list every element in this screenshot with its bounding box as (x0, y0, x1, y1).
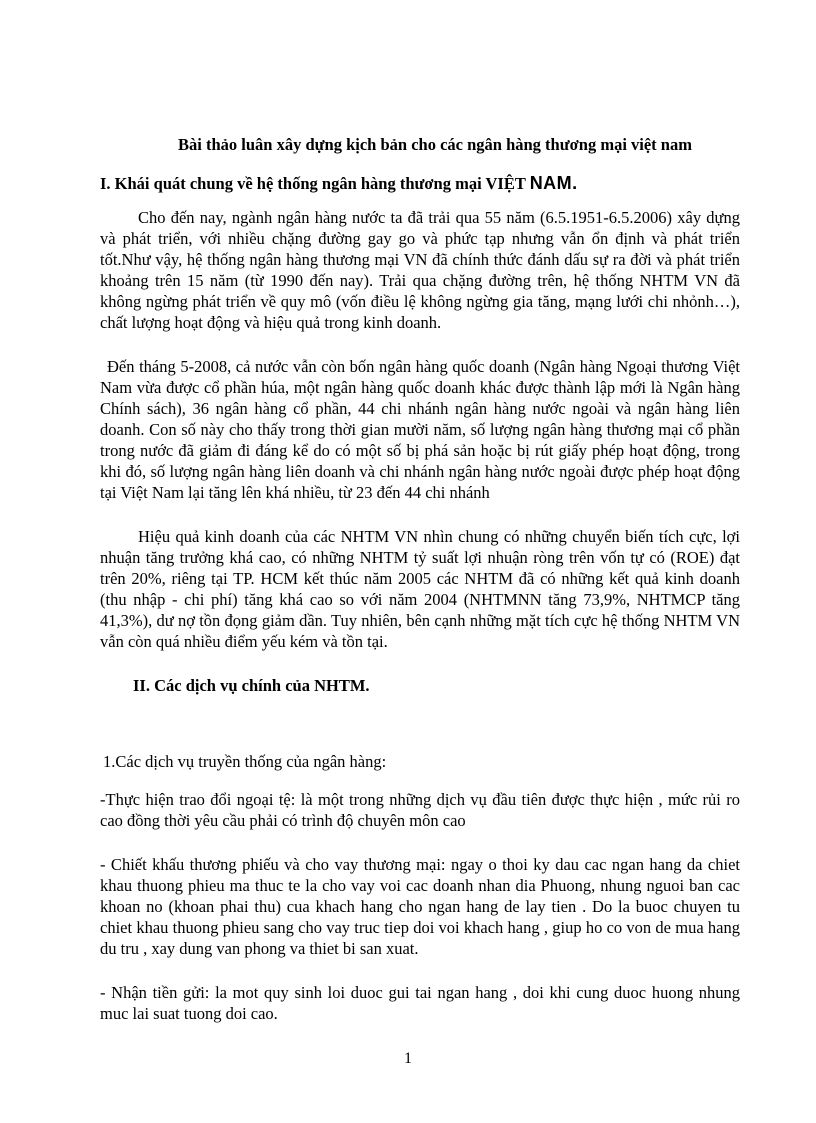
section-heading-2: II. Các dịch vụ chính của NHTM. (133, 676, 370, 695)
list-item-deposits: - Nhận tiền gửi: la mot quy sinh loi duoc gui tai ngan hang , doi khi cung duoc huong nhung muc lai suat tuong doi cao. (100, 983, 740, 1023)
paragraph-overview-2: Đến tháng 5-2008, cả nước vẫn còn bốn ngân hàng quốc doanh (Ngân hàng Ngoại thương Việt Nam vừa được cổ phần húa, một ngân hàng quốc doanh khác được thành lập mới là Ngân hàng Chính sách), 36 ngân hàng cổ phần, 44 chi nhánh ngân hàng nước ngoài và ngân hàng liên doanh. Con số này cho thấy trong thời gian mười năm, số lượng ngân hàng thương mại cổ phần trong nước đã giảm đi đáng kể do có một số bị phá sản hoặc bị rút giấy phép hoạt động, trong khi đó, số lượng ngân hàng liên doanh và chi nhánh ngân hàng nước ngoài được phép hoạt động tại Việt Nam lại tăng lên khá nhiều, từ 23 đến 44 chi nhánh (100, 357, 740, 502)
paragraph-overview-3: Hiệu quả kinh doanh của các NHTM VN nhìn chung có những chuyển biến tích cực, lợi nhuận tăng trưởng khá cao, có những NHTM tỷ suất lợi nhuận ròng trên vốn tự có (ROE) đạt trên 20%, riêng tại TP. HCM kết thúc năm 2005 các NHTM đã có những kết quả kinh doanh (thu nhập - chi phí) tăng khá cao so với năm 2004 (NHTMNN tăng 73,9%, NHTMCP tăng 41,3%), dư nợ tồn đọng giảm dần. Tuy nhiên, bên cạnh những mặt tích cực hệ thống NHTM VN vẫn còn quá nhiều điểm yếu kém và tồn tại. (100, 527, 740, 651)
list-item-discount-commercial-loans: - Chiết khấu thương phiếu và cho vay thương mại: ngay o thoi ky dau cac ngan hang da chiet khau thuong phieu ma thuc te la cho vay voi cac doanh nhan dia Phuong, nhung nguoi ban cac khoan no (khoan phai thu) cua khach hang cho ngan hang de lay tien . Do la buoc chuyen tu chiet khau thuong phieu sang cho vay truc tiep doi voi khach hang , giup ho co von de mua hang du tru , xay dung van phong va thiet bi san xuat. (100, 855, 740, 958)
subheading-traditional-services: 1.Các dịch vụ truyền thống của ngân hàng: (103, 752, 387, 771)
page-number: 1 (404, 1050, 412, 1067)
section-heading-1 (100, 173, 740, 194)
paragraph-overview-1: Cho đến nay, ngành ngân hàng nước ta đã trải qua 55 năm (6.5.1951-6.5.2006) xây dựng và phát triển, với nhiều chặng đường gay go và phức tạp nhưng vẫn ổn định và phát triển tốt.Như vậy, hệ thống ngân hàng thương mại VN đã chính thức đánh dấu sự ra đời và phát triển khoảng trên 15 năm (từ 1990 đến nay). Trải qua chặng đường trên, hệ thống NHTM VN đã không ngừng phát triển về quy mô (vốn điều lệ không ngừng gia tăng, mạng lưới chi nhỏnh…), chất lượng hoạt động và hiệu quả trong kinh doanh. (100, 208, 740, 332)
section-heading-1-sans-text: NAM. (529, 173, 578, 193)
section-heading-1-serif-text: I. Khái quát chung về hệ thống ngân hàng thương mại VIỆT (100, 174, 530, 193)
document-title: Bài thảo luân xây dựng kịch bản cho các ngân hàng thương mại việt nam (178, 135, 692, 154)
list-item-foreign-exchange: -Thực hiện trao đổi ngoại tệ: là một trong những dịch vụ đầu tiên được thực hiện , mức rủi ro cao đồng thời yêu cầu phải có trình độ chuyên môn cao (100, 790, 740, 830)
